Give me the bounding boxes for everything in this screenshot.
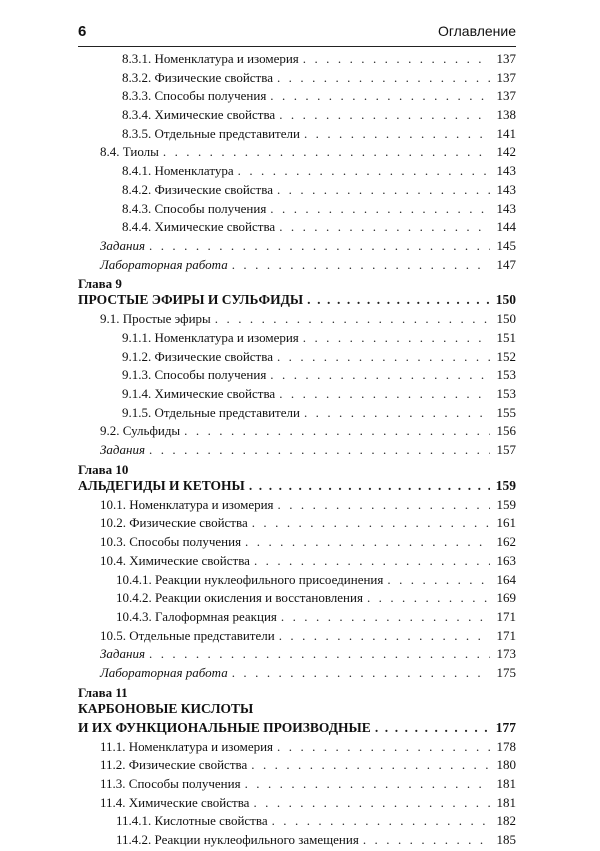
toc-entry-title: 8.4.2. Физические свойства [122, 181, 273, 197]
toc-entry-title: 9.1.1. Номенклатура и изомерия [122, 329, 299, 345]
toc-entry [78, 367, 516, 386]
toc-entry [78, 442, 516, 461]
toc-entry-title: 10.4. Химические свойства [100, 552, 250, 568]
toc-page-number: 162 [496, 534, 516, 550]
toc-page-number: 153 [496, 367, 516, 383]
toc-entry-title: 10.4.2. Реакции окисления и восстановления [116, 590, 363, 606]
dot-leader [253, 795, 490, 811]
toc-page-number: 164 [496, 571, 516, 587]
toc-entry-title: 10.3. Способы получения [100, 534, 242, 550]
toc-entry [78, 739, 516, 758]
toc-entry-title: 11.2. Физические свойства [100, 757, 248, 773]
dot-leader [304, 405, 490, 421]
toc-entry-title: 8.4.1. Номенклатура [122, 163, 234, 179]
toc-entry-title: 10.2. Физические свойства [100, 515, 248, 531]
dot-leader [279, 219, 490, 235]
toc-chapter-title [78, 720, 516, 739]
dot-leader [252, 515, 490, 531]
dot-leader [149, 646, 490, 662]
toc-page-number: 175 [496, 664, 516, 680]
toc-entry [78, 163, 516, 182]
toc-entry [78, 795, 516, 814]
toc-entry-title: 11.1. Номенклатура и изомерия [100, 738, 274, 754]
dot-leader [232, 257, 490, 273]
dot-leader [279, 107, 490, 123]
toc-chapter-title [78, 478, 516, 497]
dot-leader [270, 367, 490, 383]
dot-leader [270, 88, 490, 104]
toc-entry [78, 311, 516, 330]
toc-entry-title: 8.3.4. Химические свойства [122, 107, 276, 123]
toc-entry-title: 10.4.3. Галоформная реакция [116, 608, 277, 624]
dot-leader [238, 163, 490, 179]
toc-page-number: 185 [496, 832, 516, 848]
toc-entry-title: АЛЬДЕГИДЫ И КЕТОНЫ [78, 477, 245, 493]
toc-entry [78, 776, 516, 795]
toc-entry [78, 405, 516, 424]
toc-page-number: 137 [496, 69, 516, 85]
toc-entry [78, 88, 516, 107]
toc-entry-title: 8.3.3. Способы получения [122, 88, 267, 104]
dot-leader [279, 628, 490, 644]
table-of-contents [78, 51, 516, 851]
dot-leader [387, 572, 490, 588]
toc-entry [78, 386, 516, 405]
toc-page-number: 180 [496, 757, 516, 773]
toc-entry-title: Лабораторная работа [100, 256, 228, 272]
dot-leader [277, 739, 490, 755]
toc-page-number: 153 [496, 386, 516, 401]
toc-entry-title: 9.1.5. Отдельные представители [122, 404, 300, 420]
toc-entry-title: 8.3.1. Номенклатура и изомерия [122, 51, 299, 66]
dot-leader [249, 478, 490, 494]
toc-entry-title: 9.2. Сульфиды [100, 423, 181, 439]
toc-page-number: 142 [496, 144, 516, 160]
dot-leader [277, 182, 490, 198]
toc-entry [78, 330, 516, 349]
dot-leader [303, 51, 490, 67]
toc-entry [78, 497, 516, 516]
toc-page-number: 137 [496, 51, 516, 66]
toc-page-number: 145 [496, 237, 516, 253]
dot-leader [232, 665, 490, 681]
dot-leader [245, 534, 490, 550]
dot-leader [272, 813, 490, 829]
toc-page-number: 143 [496, 181, 516, 197]
toc-entry [78, 628, 516, 647]
toc-page-number: 150 [495, 292, 516, 308]
toc-chapter-title [78, 701, 516, 720]
toc-entry-title: КАРБОНОВЫЕ КИСЛОТЫ [78, 700, 254, 716]
toc-entry [78, 813, 516, 832]
chapter-label: Глава 10 [78, 461, 129, 477]
toc-entry [78, 590, 516, 609]
toc-page-number: 141 [496, 125, 516, 141]
dot-leader [367, 590, 490, 606]
toc-entry [78, 534, 516, 553]
toc-page-number: 181 [496, 794, 516, 810]
dot-leader [281, 609, 490, 625]
toc-entry [78, 201, 516, 220]
toc-entry [78, 107, 516, 126]
toc-page-number: 144 [496, 219, 516, 235]
toc-entry-title: ПРОСТЫЕ ЭФИРЫ И СУЛЬФИДЫ [78, 292, 304, 308]
toc-page-number: 157 [496, 442, 516, 458]
toc-entry-title: Задания [100, 646, 146, 662]
toc-entry [78, 832, 516, 851]
dot-leader [304, 126, 490, 142]
toc-entry-title: 11.3. Способы получения [100, 776, 241, 791]
toc-entry-title: 11.4.2. Реакции нуклеофильного замещения [116, 832, 359, 848]
toc-entry-title: 11.4. Химические свойства [100, 794, 250, 810]
toc-entry-title: 9.1.2. Физические свойства [122, 348, 273, 364]
toc-page-number: 171 [496, 627, 516, 643]
dot-leader [163, 144, 490, 160]
toc-chapter-title [78, 292, 516, 311]
toc-entry-title: 8.4. Тиолы [100, 144, 159, 160]
toc-entry-title: 8.3.2. Физические свойства [122, 69, 273, 85]
toc-entry [78, 572, 516, 591]
toc-page-number: 182 [496, 813, 516, 829]
toc-entry-title: 9.1.4. Химические свойства [122, 386, 276, 401]
toc-entry-title: 11.4.1. Кислотные свойства [116, 813, 268, 829]
dot-leader [277, 70, 490, 86]
page-header [78, 22, 516, 47]
toc-entry [78, 144, 516, 163]
toc-entry [78, 515, 516, 534]
toc-page-number: 171 [496, 608, 516, 624]
toc-entry-title: 8.3.5. Отдельные представители [122, 125, 300, 141]
toc-entry [78, 182, 516, 201]
running-header-title: Оглавление [437, 23, 516, 39]
dot-leader [254, 553, 490, 569]
toc-page-number: 138 [496, 107, 516, 123]
toc-page-number: 177 [495, 719, 516, 735]
toc-entry [78, 646, 516, 665]
toc-page-number: 181 [496, 776, 516, 791]
dot-leader [270, 201, 490, 217]
toc-entry [78, 238, 516, 257]
dot-leader [277, 349, 490, 365]
toc-page-number: 169 [496, 590, 516, 606]
toc-page-number: 159 [496, 496, 516, 512]
toc-page-number: 156 [496, 423, 516, 439]
toc-entry-title: Задания [100, 442, 146, 458]
toc-entry [78, 257, 516, 276]
toc-page-number: 173 [496, 646, 516, 662]
toc-page-number: 151 [496, 329, 516, 345]
dot-leader [303, 330, 490, 346]
dot-leader [279, 386, 490, 402]
toc-entry [78, 70, 516, 89]
toc-entry-title: 10.4.1. Реакции нуклеофильного присоединения [116, 571, 384, 587]
chapter-label: Глава 11 [78, 684, 128, 700]
toc-page-number: 159 [495, 477, 516, 493]
toc-entry-title: 8.4.4. Химические свойства [122, 219, 276, 235]
toc-entry [78, 51, 516, 70]
toc-entry-title: И ИХ ФУНКЦИОНАЛЬНЫЕ ПРОИЗВОДНЫЕ [78, 719, 371, 735]
dot-leader [149, 442, 490, 458]
toc-entry [78, 553, 516, 572]
dot-leader [278, 497, 490, 513]
toc-entry-title: 9.1.3. Способы получения [122, 367, 267, 383]
toc-page-number: 155 [496, 404, 516, 420]
dot-leader [184, 423, 490, 439]
toc-page-number: 152 [496, 348, 516, 364]
toc-entry [78, 665, 516, 684]
toc-entry [78, 609, 516, 628]
toc-page-number: 143 [496, 163, 516, 179]
toc-entry-title: 9.1. Простые эфиры [100, 311, 211, 327]
dot-leader [215, 311, 490, 327]
toc-entry-title: 10.5. Отдельные представители [100, 627, 275, 643]
toc-page-number: 137 [496, 88, 516, 104]
dot-leader [149, 238, 490, 254]
toc-entry-title: Лабораторная работа [100, 664, 228, 680]
toc-entry [78, 126, 516, 145]
toc-page-number: 150 [496, 311, 516, 327]
dot-leader [251, 757, 490, 773]
toc-entry [78, 219, 516, 238]
dot-leader [363, 832, 490, 848]
toc-page-number: 143 [496, 200, 516, 216]
toc-page-number: 161 [496, 515, 516, 531]
toc-entry-title: Задания [100, 237, 146, 253]
chapter-label: Глава 9 [78, 276, 122, 292]
toc-page-number: 147 [496, 256, 516, 272]
page-number: 6 [78, 23, 87, 40]
toc-entry [78, 423, 516, 442]
toc-entry-title: 10.1. Номенклатура и изомерия [100, 496, 274, 512]
dot-leader [307, 292, 490, 308]
dot-leader [245, 776, 490, 792]
toc-entry [78, 757, 516, 776]
toc-entry-title: 8.4.3. Способы получения [122, 200, 267, 216]
dot-leader [375, 720, 490, 736]
toc-page-number: 178 [496, 738, 516, 754]
toc-entry [78, 349, 516, 368]
toc-page-number: 163 [496, 552, 516, 568]
